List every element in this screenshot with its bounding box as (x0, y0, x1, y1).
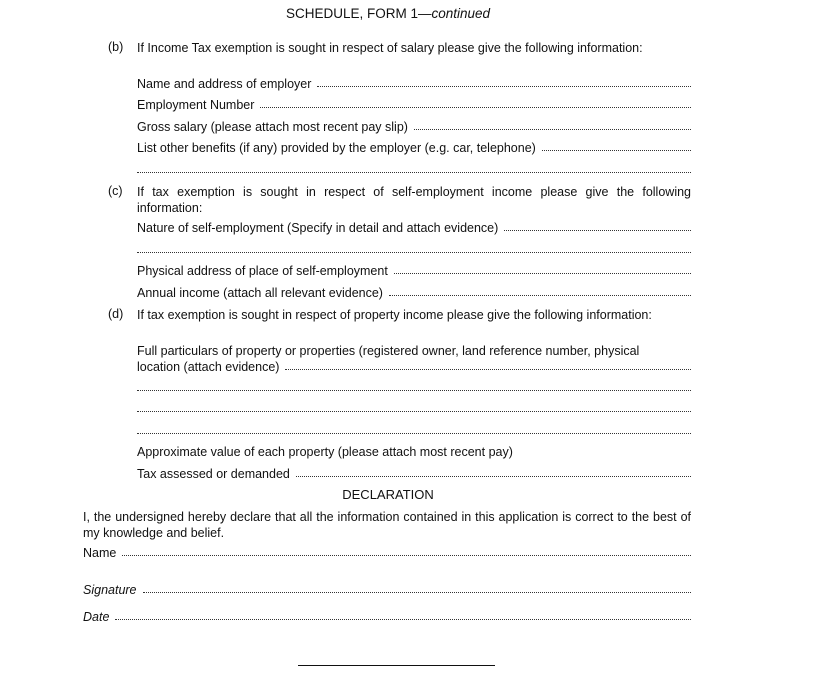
other-benefits-field[interactable] (137, 140, 691, 156)
title-subtitle: continued (431, 6, 491, 21)
employer-name-address-label: Name and address of employer (137, 77, 312, 91)
property-particulars-continuation-line-2[interactable] (137, 411, 691, 412)
signature-label: Signature (83, 583, 137, 597)
tax-assessed-field[interactable] (137, 466, 691, 482)
employment-number-field[interactable] (137, 97, 691, 113)
self-employment-address-label: Physical address of place of self-employment (137, 264, 388, 278)
gross-salary-field[interactable] (137, 119, 691, 135)
page-title (0, 6, 776, 21)
property-particulars-line[interactable] (285, 369, 691, 370)
property-particulars-field[interactable] (137, 359, 691, 375)
property-particulars-continuation-line-3[interactable] (137, 433, 691, 434)
self-employment-nature-continuation-line[interactable] (137, 252, 691, 253)
tax-assessed-label: Tax assessed or demanded (137, 467, 290, 481)
section-d-letter: (d) (108, 307, 124, 321)
date-field[interactable] (83, 609, 691, 625)
declarant-name-line[interactable] (122, 555, 691, 556)
employer-name-address-line[interactable] (317, 86, 691, 87)
section-b-intro: If Income Tax exemption is sought in respect of salary please give the following information: (137, 41, 643, 55)
other-benefits-continuation-line[interactable] (137, 172, 691, 173)
section-d-intro: If tax exemption is sought in respect of property income please give the following information: (137, 308, 652, 322)
self-employment-address-line[interactable] (394, 273, 691, 274)
title-main: SCHEDULE, FORM 1— (285, 6, 432, 21)
property-value-label: Approximate value of each property (please attach most recent pay) (137, 445, 513, 459)
gross-salary-label: Gross salary (please attach most recent pay slip) (137, 120, 408, 134)
self-employment-nature-field[interactable] (137, 220, 691, 236)
self-employment-nature-label: Nature of self-employment (Specify in detail and attach evidence) (137, 221, 499, 235)
self-employment-address-field[interactable] (137, 263, 691, 279)
property-particulars-label-line2: location (attach evidence) (137, 360, 280, 374)
signature-line[interactable] (143, 592, 691, 593)
property-particulars-label-line1: Full particulars of property or properties (registered owner, land reference number, physical (137, 344, 640, 358)
annual-income-label: Annual income (attach all relevant evidence) (137, 286, 383, 300)
footer-divider (298, 665, 495, 666)
employer-name-address-field[interactable] (137, 76, 691, 92)
section-b-letter: (b) (108, 40, 124, 54)
tax-assessed-line[interactable] (296, 476, 691, 477)
declarant-name-label: Name (83, 546, 117, 560)
property-value-field (137, 444, 691, 460)
section-c-letter: (c) (108, 184, 123, 198)
property-particulars-continuation-line-1[interactable] (137, 390, 691, 391)
declaration-statement: I, the undersigned hereby declare that all the information contained in this application is correct to the best of my knowledge and belief. (83, 510, 691, 540)
declaration-heading: DECLARATION (342, 487, 434, 502)
annual-income-line[interactable] (389, 295, 691, 296)
signature-field[interactable] (83, 582, 691, 598)
employment-number-label: Employment Number (137, 98, 255, 112)
date-line[interactable] (115, 619, 691, 620)
employment-number-line[interactable] (260, 107, 691, 108)
section-c-intro: If tax exemption is sought in respect of self-employment income please give the following information: (137, 185, 691, 215)
self-employment-nature-line[interactable] (504, 230, 691, 231)
date-label: Date (83, 610, 110, 624)
gross-salary-line[interactable] (414, 129, 691, 130)
other-benefits-label: List other benefits (if any) provided by the employer (e.g. car, telephone) (137, 141, 536, 155)
annual-income-field[interactable] (137, 285, 691, 301)
other-benefits-line[interactable] (542, 150, 691, 151)
declarant-name-field[interactable] (83, 545, 691, 561)
